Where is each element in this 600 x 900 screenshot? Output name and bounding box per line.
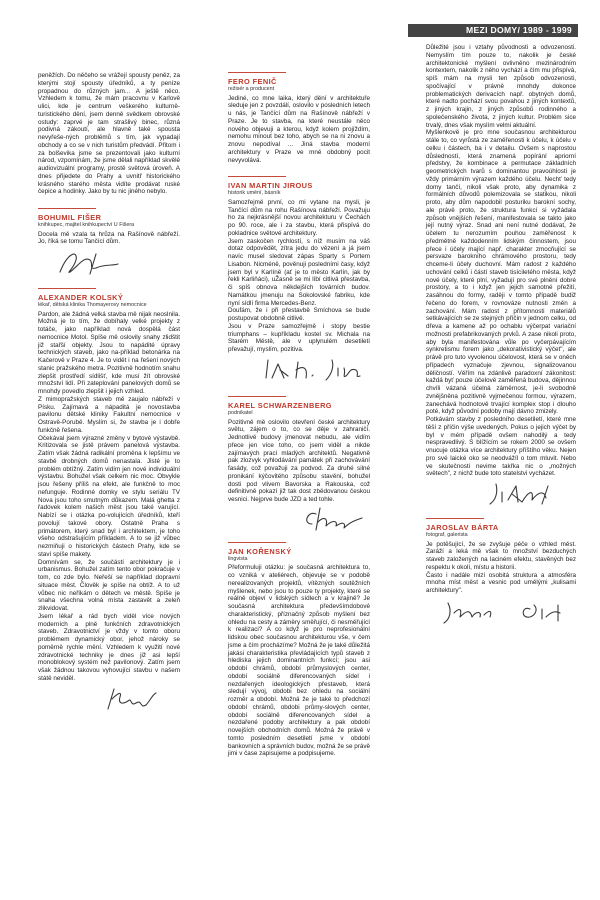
divider <box>426 518 484 519</box>
respondent-fiser <box>38 208 180 280</box>
respondent-jirous <box>228 176 370 384</box>
respondent-role: knihkupec, majitel knihkupectví U Fišera <box>38 222 135 228</box>
column3-text: Potkávám stavby z posledního desetiletí, které mne těší z příčin výše uvedených. Pokus o jejich výčet by byl v mém případě ovšem nahodilý a tedy nespravedlivý. S blížícím se rokem 2000 se ovšem vnucuje otázka více architektury příštího věku. Nejen pro své laické oko se neodvážíl o tom mluvit. Nebo ve skutečnosti nevime takřka nic o „možných světech", z nichž bude toto statelstvi vycházet. <box>426 416 576 478</box>
respondent-answer: Domnívám se, že součástí architektury je i urbanismus. Bohužel zatím tento obor pokračuje v tom, co zde bylo. Neřeší se například dopravní situace měst. Člověk je spíše na obtíž. A to už vůbec nic neříkám o dětech ve městě. Spíše je snaha všechna volná místa zastavět a zeleň zlikvidovat. <box>38 558 180 613</box>
column3-text: Důležité jsou i vztahy původnosti a odvozenosti. Nemyslím tím pouze to, nakolik je české architektonické myšlení ovlivněno mezinárodním kontextem, nakolik z něho vychází a čím mu přispívá, spíš mám na mysli ten způsob odvozenosti, spočívající v právně mnohdy dokonce problematických derivacích např. obytných domů, které nadto pochází svou povahou z jiných kontextů, z jiných krajin, z jiných způsobů rodinného a společenského života, z jiných kultur. Problém sice trvalý, dnes však myslím velmi aktuální. <box>426 44 576 129</box>
respondent-answer: Samozřejmě první, co mi vytane na mysli, je Tančící dům na rohu Rašínova nábřeží. Považuju ho za nejkrásnější novou architekturu v Čechách po 90. roce, ale i za stavbu, která přispívá do pokladnice světové architektury. <box>228 198 370 237</box>
respondent-name: KAREL SCHWARZENBERG <box>228 400 332 410</box>
respondent-name: FERO FENIČ <box>228 77 277 86</box>
respondent-answer: Očekával jsem výrazné změny v bytové výstavbě. Kritizovala se jistě právem panelová výstavba. Zatím však žádná radikální proměna k lepšímu ve stavbě drobných domů nenastala. Jisté je to problém obtížný. Zatím vidím jen nové individuální výstavbu. Bohužel však celkem nic moc. Obvykle jsou řešeny příliš na efekt, ale funkčně to moc nefunguje. Rodinné domky ve stylu seriálu TV Nova jsou toho smutným důkazem. Malá ghetta z řadovek kolem našich měst jsou také varující. Nabízí se i otázka po-volujících úředníků, kteří povolují takové obory. Ostatně Praha s primátorem, který snad byl i architektem, je toho všeho odstrašujícím příkladem. A to se již vůbec nezmiňuji o historických částech Prahy, kde se staví spíše makety. <box>38 434 180 558</box>
korensky-signature-icon <box>426 478 576 510</box>
respondent-role: podnikatel <box>228 409 253 416</box>
respondent-barta <box>426 518 576 629</box>
divider <box>228 72 286 73</box>
respondent-answer: Jsem lékař a rád bych viděl více nových moderních a plně funkčních zdravotnických staveb. Zdravotnictví je vždy v tomto oboru problémem dynamický obor, jehož nároky se poměrně rychle mění. Vzhledem k využití nové zdravotnické techniky je dnes již asi lepší monoblokový systém než pavilonový. Zatím jsem však žádnou takovou vyhovující stavbu v našem státě neviděl. <box>38 612 180 682</box>
respondent-answer: Jsem zaskočen rychlostí, s níž musím na váš dotaz odpovědět, zítra jedu do vězení a já jsem navíc musel sledovat zápas Sparty s Portem Lisabon. Nicméně, pověnuji posledními časy, když jsem byl v Karlíně (ať je to město Karlín, jak by řekli Karliňáci), uŽasně se mi líbí citlivá přestavba, či spíš obnova někdejších továrních budov. Namátkou jmenuju na Sokolovské fabriku, kde nyní sídlí firma Mercedes-Benz. <box>228 237 370 307</box>
respondent-role: historik umění, básník <box>228 190 281 197</box>
respondent-answer: Docela mě vzala ta hrůza na Rašínově nábřeží. Jo, říká se tomu Tančící dům. <box>38 230 180 246</box>
respondent-answer: Pozitivně mě oslovilo otevření české architektury světu, zájem o to, co se děje v zahraničí. Jednotlivé budovy jmenovat nebudu, ale vidím přece jen více toho, co jsem viděl a nikde zajímavých prací mladých architektů. Negativně pak zlozvyk vyhlodávání památek při zachovávání fasády, což považuji za podvod. Za druhé silné pronikání kýčovitého způsobu stavění, bohužel dosti pod vlivem Bavorska a Rakouska, což definitivně pokazí již tak dost zbědovanou českou vesnici. Nejprve bude JZD a ted tohle. <box>228 418 370 504</box>
column-1 <box>38 72 180 715</box>
respondent-kolsky <box>38 288 180 715</box>
barta-signature-icon <box>426 595 576 629</box>
respondent-answer: Často i nadále mizí osobitá struktura a atmosféra mnoha míst měst a vesnic pod umělými „kulisami architektury". <box>426 571 576 595</box>
respondent-answer: Doufám, že i při přestavbě Smíchova se bude postupovat obdobně citlivě. <box>228 307 370 323</box>
respondent-answer: Pardon, ale žádná velká stavba mě nijak neoslnila. Možná je to tím, že dobíhaly velké projekty z totáče, jako například nová dospělá část nemocnice Motol. Spíše mě oslovily snahy zlidštit již stařší objekty. Jsou to napádité úpravy technických staveb, jako na-příklad betonárka na Kačerově v Praze 4. Je to vidět i na řešení nových stanic pražského metra. Pozitivně hodnotím snahu zlepšit prostředí sídlišť, kde musí žít obrovské množství lidí. Při zateplování panelových domů se mnohdy povedlo zlepšit i jejich vzhled. <box>38 310 180 396</box>
respondent-role: fotograf, galerista <box>426 532 468 538</box>
column3-text: Myšlenkově je pro mne současnou architekturou stále to, co vyrůstá ze zaměřenosti k účelu, k účelu v celku i částech, ba i v detailu. Ovšem s naprostou důsledností, která znamená popírání apriorní předstvy, že kombinace a permutace základních geometrických tvarů s dominantou pravoúhlosti je vždy primárním výrazem každého účelu. Nechť tedy domy tančí, nikoli však proto, aby dynamika z formálních důvodů polemizovala se statikou, nikoli proto, aby dům napodobil posturiku barokní sochy, ale právě proto, že struktura funkcí si vyžádala způsob vnějších řešení, manifestovala se takto jako její nutný výraz. Snad ani není nutné dodávat, že účelem tu nerozumím pouhou zaměřenost k předmětně každodenním lidským činnostem, jsou přece i účely mající např. charakter zmocňující se persvaze barokního chrámového prostoru, tedy chceme-li účely duchovní. Mám radost z každého uchování celků i částí staveb tisíciletého města, když nové účely, které plní, vyžadují pro své plnění dobré prostory, a to i když jen jejich samotné přežití, zasáhnou do formy, raději v tomto případě budiž řečeno do forem, v rovnováze nutnosti změn a zachování. Mám radost z přítomnosti materiálů setkávajících se ze stejných příčin v jednom celku, od dřeva a kamene až po ochablu výčerpat variační možnosti prefabrikovaných prvků. A zase nikoli proto, aby byla manifestována vůle po vyčerpávajícím synkretismu forem jako „dekorativistický výčet", ale právě pro tuto vyvolenou účelovost, která se v oněch případech vyznačuje zjevnou, signalizovanou děličností. Věřím na zdánlivě paradoxní zákonitost: každá byť pouze účelově zaměřená budova, dějinnou chvíli vázaná účelná záměrnost, je-li svobodně zvnějšněna pozitivně vyjmečenou formou, výrazem, zanechává hodnotově trvající komplex stop i dlouho poté, když původní podoby mají dávno zmizely. <box>426 129 576 416</box>
kolsky-signature-icon <box>38 683 178 715</box>
respondent-name: JAN KOŘENSKÝ <box>228 546 292 556</box>
respondent-role: lingvista <box>228 555 248 562</box>
fiser-signature-icon <box>38 246 178 280</box>
respondent-answer: Z mimopražských staveb mě zaujalo nábřeží v Písku. Zajímavá a nápaditá je novostavba pavilonu dětské kliniky Fakultní nemocnice v Ostravě-Porubě. Myslím si, že stavba je i dobře funkčně řešena. <box>38 395 180 434</box>
column-3 <box>426 44 576 629</box>
respondent-answer: Jediné, co mne laika, který dění v architektuře sleduje jen z povzdálí, oslovilo v posledních letech u nás, je Tančící dům na Rašínově nábřeží v Praze. Je to stavba, na které neustále něco nového objevuji a kterou, když kolem projíždím, nemohu minout bez toho, abych se na ni znovu a znovu nepodíval ... Jiná stavba moderní architektury v Praze ve mně obdobný pocit nevyvolává. <box>228 94 370 164</box>
divider <box>38 288 96 289</box>
column-2 <box>228 72 370 758</box>
divider <box>38 208 96 209</box>
respondent-role: lékař, dětská klinika Thomayerovy nemocnice <box>38 302 147 309</box>
section-header: MEZI DOMY/ 1989 - 1999 <box>408 24 578 37</box>
column1-intro: peněžích. Do něčeho se vrážejí spousty peněz, za kterými stojí spousty úředníků, a ty peníze propadnou do různých jam... A ještě něco. Vzhledem k tomu, že mám pracovnu v Karlově ulici, kde je centrum veškerého kulturně-turistického dění, jsem denně svědkem obrovské ostudy: zaprvé je tam strašlivý binec, různá podivná zákoutí, ale hlavně také spousta nevyřeše-ných problémů s tím, jak vypadají obchody a co se v nich turistům předvádí. Přitom i za bolševika jsme se prezentovali jako kulturní národ, vzpomínám, že jsme dělali například skvělé audiovizuální programy, prostě světová úroveň. A dnes přijedete do Prahy a uvnitř historického krásného starého města vidíte prodávat ruské čepice a hodinky. Jako by tu nic jiného nebylo. <box>38 72 180 196</box>
respondent-name: IVAN MARTIN JIROUS <box>228 181 313 191</box>
schwarzenberg-signature-icon <box>228 504 370 534</box>
divider <box>228 176 286 177</box>
respondent-answer: Jsou v Praze samozřejmě i stopy bestie triumphans – kupříkladu kostel sv. Michala na Starém Městě, ale v uplynulém desetiletí převažují, myslím, pozitiva. <box>228 322 370 354</box>
divider <box>228 542 286 543</box>
respondent-name: ALEXANDER KOLSKÝ <box>38 293 124 303</box>
jirous-signature-icon <box>228 354 370 384</box>
respondent-korensky <box>228 542 370 758</box>
respondent-name: JAROSLAV BÁRTA <box>426 523 499 532</box>
respondent-name: BOHUMIL FIŠER <box>38 213 102 222</box>
respondent-answer: Je potěšující, že se zvyšuje péče o vzhled měst. Zaráží a leká mě však to množství bezduchých staveb založených na laciném efektu, stavěných bez respektu k okolí, místu a historii. <box>426 540 576 571</box>
respondent-answer: Přeformuluji otázku: je současná architektura to, co vzniká v ateliérech, objevuje se v podobě nerealizovaných projektů, vítězných soutěžních myšlenek, nebo jsou to pouze ty projekty, které se reálně objeví v lidských sídlech a v krajině? Je současná architektura předevšímdobové charakteristický, příznačný způsob myšlení bez ohledu na cesty a záměry směřující, či nesměřující k realizaci? A co když je pro neprofesionální lidskou obec současnou architekturou vše, v čem jsme a čím procházíme? Možná že je také důležitá jakási charakteristika převládajících typů staveb z hlediska jejich dominantních funkcí; jsou asi období chrámů, období průmyslových center, období sociálně diferencovaných sídel i nezdařených ideologických přestaveb, která sledují vývoj, obdobi bez ohledu na sociální rozměr a období. Možná že je také to předchozí období chrámů, obdobi průmy-slových center, období sociálně diferencovaných sídel a nezdařené podoby architektury a pak období novejších obchodních domů. Možná že právě v tomto posledním desetiletí jsme v období bankovních a správních budov, možná že se právě jimi v čase zapisujeme a podpisujeme. <box>228 564 370 758</box>
respondent-fenic <box>228 72 370 164</box>
respondent-role: režisér a producent <box>228 86 275 92</box>
respondent-schwarzenberg <box>228 396 370 534</box>
divider <box>228 396 286 397</box>
